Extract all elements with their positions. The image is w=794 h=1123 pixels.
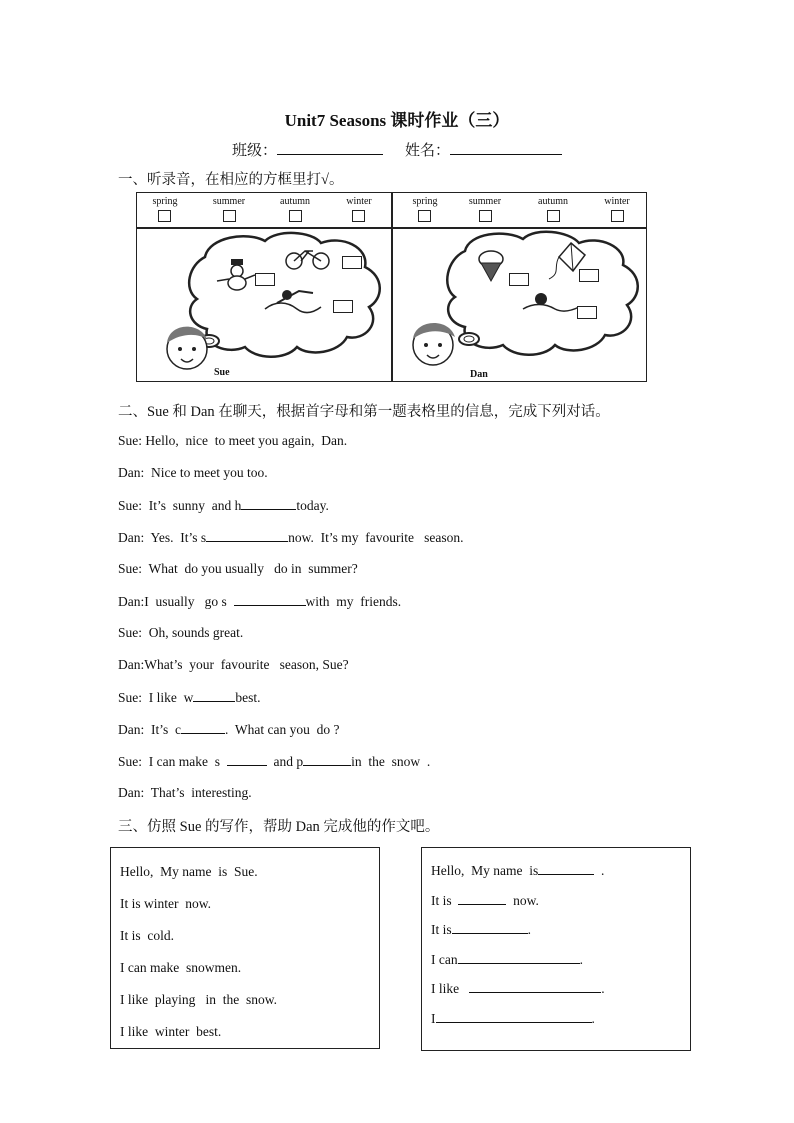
sue-writing-line: I like winter best. xyxy=(120,1024,222,1039)
dan-writing-line xyxy=(431,1010,595,1027)
name-field xyxy=(405,139,562,160)
dialogue-line xyxy=(118,657,349,673)
name-label: 姓名： xyxy=(405,143,451,159)
fill-blank[interactable] xyxy=(538,862,594,875)
dialogue-line xyxy=(118,625,243,641)
sue-writing-line: I can make snowmen. xyxy=(120,960,242,975)
checkbox-autumn-left[interactable] xyxy=(289,210,302,222)
fill-blank[interactable] xyxy=(193,689,235,702)
fill-blank[interactable] xyxy=(458,951,580,964)
dialogue-line xyxy=(118,593,401,610)
answer-box-icecream[interactable] xyxy=(509,273,529,286)
checkbox-spring-left[interactable] xyxy=(158,210,171,222)
dialogue-text: with my friends. xyxy=(305,594,402,609)
class-blank[interactable] xyxy=(277,140,383,155)
dan-name-label: Dan xyxy=(470,369,488,380)
dan-thought-illustration xyxy=(393,229,647,381)
fill-blank[interactable] xyxy=(206,529,288,542)
dialogue-text: Dan: That’s interesting. xyxy=(118,785,252,800)
dialogue-text: Sue: Hello, nice to meet you again, Dan. xyxy=(118,433,348,448)
class-label: 班级： xyxy=(232,143,278,159)
dan-writing-text: . xyxy=(527,922,532,937)
section2-heading: 二、Sue 和 Dan 在聊天，根据首字母和第一题表格里的信息，完成下列对话。 xyxy=(118,404,610,420)
season-autumn-right: autumn xyxy=(538,196,568,207)
season-autumn-left: autumn xyxy=(280,196,310,207)
answer-box-swim-right[interactable] xyxy=(577,306,597,319)
dan-writing-text: I can xyxy=(431,951,458,967)
dan-writing-line xyxy=(431,980,605,997)
sue-avatar-icon xyxy=(167,327,207,369)
checkbox-autumn-right[interactable] xyxy=(547,210,560,222)
fill-blank[interactable] xyxy=(458,892,506,905)
dan-writing-line xyxy=(431,862,604,879)
answer-box-kite[interactable] xyxy=(579,269,599,282)
dan-writing-text: . xyxy=(579,951,583,967)
dialogue-text: Dan: Yes. It’s s xyxy=(118,530,207,545)
season-winter-right: winter xyxy=(604,196,630,207)
checkbox-winter-left[interactable] xyxy=(352,210,365,222)
dialogue-text: Dan:What’s your favourite season, Sue? xyxy=(118,657,349,672)
season-summer-left: summer xyxy=(212,196,246,207)
dan-writing-text: . xyxy=(591,1010,595,1026)
listening-table xyxy=(136,192,647,382)
season-spring-right: spring xyxy=(412,196,438,207)
fill-blank[interactable] xyxy=(469,980,601,993)
dan-writing-line xyxy=(431,921,531,938)
sue-writing-line: It is cold. xyxy=(120,928,174,943)
dialogue-text: Sue: Oh, sounds great. xyxy=(118,625,244,640)
dialogue-line xyxy=(118,497,329,514)
dan-writing-text: I xyxy=(431,1010,436,1026)
dialogue-text: Sue: I like w xyxy=(118,690,194,705)
dialogue-text: today. xyxy=(296,498,329,513)
fill-blank[interactable] xyxy=(241,497,296,510)
dialogue-text: Dan: Nice to meet you too. xyxy=(118,465,268,480)
dialogue-line xyxy=(118,561,358,577)
checkbox-spring-right[interactable] xyxy=(418,210,431,222)
dan-writing-box xyxy=(421,847,691,1051)
sue-name-label: Sue xyxy=(214,367,230,378)
dialogue-text: Dan: It’s c xyxy=(118,722,181,737)
dialogue-text: Dan:I usually go s xyxy=(118,594,234,609)
dialogue-text: in the snow . xyxy=(351,754,431,769)
dialogue-text: Sue: I can make s xyxy=(118,754,227,769)
dialogue-line xyxy=(118,785,252,801)
sue-writing-line: Hello, My name is Sue. xyxy=(120,864,258,879)
fill-blank[interactable] xyxy=(181,721,225,734)
sue-writing-line: It is winter now. xyxy=(120,896,211,911)
checkbox-summer-right[interactable] xyxy=(479,210,492,222)
season-spring-left: spring xyxy=(152,196,178,207)
class-field xyxy=(232,139,383,160)
section3-heading: 三、仿照 Sue 的写作，帮助 Dan 完成他的作文吧。 xyxy=(118,819,440,835)
fill-blank[interactable] xyxy=(436,1010,592,1023)
sue-writing-line: I like playing in the snow. xyxy=(120,992,277,1007)
dan-avatar-icon xyxy=(413,323,455,365)
name-blank[interactable] xyxy=(450,140,562,155)
fill-blank[interactable] xyxy=(227,753,267,766)
dialogue-line xyxy=(118,529,463,546)
dan-writing-text: . xyxy=(601,981,605,996)
dialogue-line xyxy=(118,689,261,706)
season-winter-left: winter xyxy=(346,196,372,207)
dialogue-text: best. xyxy=(235,690,261,705)
season-summer-right: summer xyxy=(468,196,502,207)
dialogue-text: Sue: What do you usually do in summer? xyxy=(118,561,358,576)
dialogue-text: . What can you do ? xyxy=(225,722,340,737)
section1-heading: 一、听录音，在相应的方框里打√。 xyxy=(118,172,344,188)
answer-box-snowman[interactable] xyxy=(255,273,275,286)
sue-writing-box xyxy=(110,847,380,1049)
answer-box-swim[interactable] xyxy=(333,300,353,313)
dan-writing-text: . xyxy=(594,863,605,878)
dan-writing-text: Hello, My name is xyxy=(431,863,539,878)
answer-box-bike[interactable] xyxy=(342,256,362,269)
dialogue-text: now. It’s my favourite season. xyxy=(288,530,464,545)
dan-writing-text: I like xyxy=(431,981,470,996)
dan-writing-text: now. xyxy=(506,892,539,908)
dialogue-line xyxy=(118,753,430,770)
fill-blank[interactable] xyxy=(452,921,528,934)
dialogue-text: Sue: It’s sunny and h xyxy=(118,498,242,513)
dialogue-line xyxy=(118,433,347,449)
page-title: Unit7 Seasons 课时作业（三） xyxy=(284,111,510,130)
dan-writing-text: It is xyxy=(431,892,459,908)
dialogue-text: and p xyxy=(266,754,304,769)
fill-blank[interactable] xyxy=(234,593,306,606)
dan-writing-text: It is xyxy=(431,922,452,937)
fill-blank[interactable] xyxy=(303,753,351,766)
dialogue-line xyxy=(118,465,268,481)
dan-writing-line xyxy=(431,892,539,909)
checkbox-winter-right[interactable] xyxy=(611,210,624,222)
dialogue-line xyxy=(118,721,339,738)
checkbox-summer-left[interactable] xyxy=(223,210,236,222)
dan-writing-line xyxy=(431,951,583,968)
